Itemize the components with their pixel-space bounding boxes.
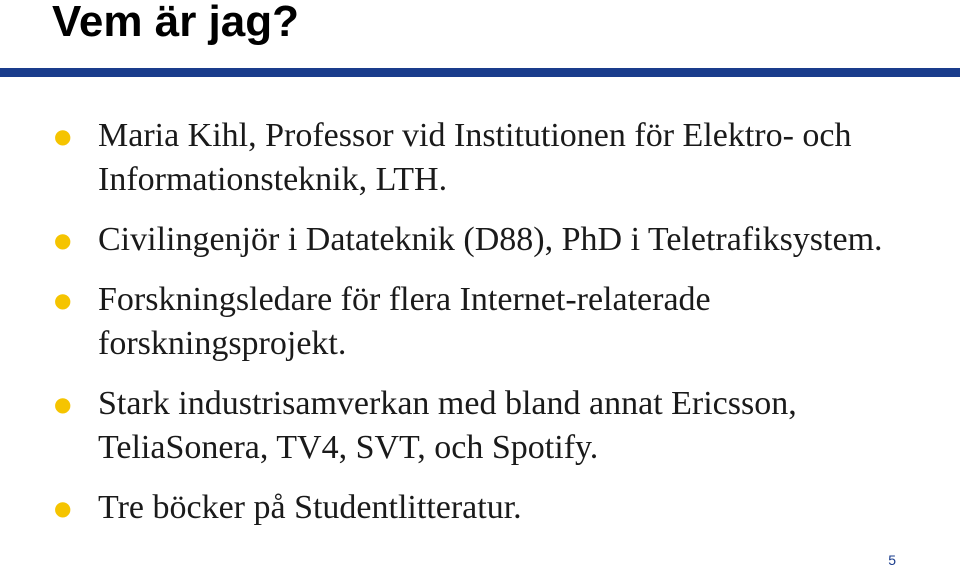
bullet-item — [52, 278, 932, 366]
bullet-dot-icon: ● — [54, 496, 72, 520]
bullet-text: Tre böcker på Studentlitteratur. — [98, 489, 522, 526]
page-number: 5 — [888, 552, 896, 568]
bullet-dot-icon: ● — [54, 228, 72, 252]
bullet-text: Stark industrisamverkan med bland annat Ericsson, TeliaSonera, TV4, SVT, och Spotify. — [98, 385, 797, 466]
bullet-list — [52, 114, 932, 546]
bullet-text: Forskningsledare för flera Internet-relaterade forskningsprojekt. — [98, 281, 711, 362]
title-divider — [0, 68, 960, 77]
bullet-text: Maria Kihl, Professor vid Institutionen för Elektro- och Informationsteknik, LTH. — [98, 117, 852, 198]
bullet-item — [52, 218, 932, 262]
bullet-dot-icon: ● — [54, 392, 72, 416]
bullet-item — [52, 114, 932, 202]
bullet-item — [52, 382, 932, 470]
bullet-text: Civilingenjör i Datateknik (D88), PhD i Teletrafiksystem. — [98, 221, 883, 258]
slide-title: Vem är jag? — [52, 0, 300, 46]
bullet-dot-icon: ● — [54, 124, 72, 148]
bullet-dot-icon: ● — [54, 288, 72, 312]
bullet-item — [52, 486, 932, 530]
